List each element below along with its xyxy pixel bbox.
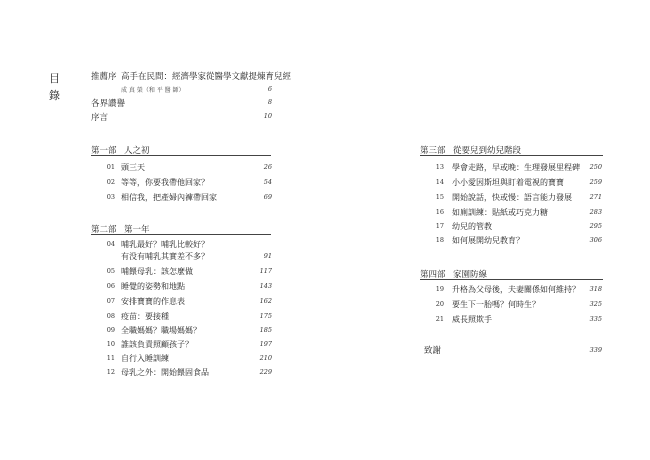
part-title: 家園防線: [453, 270, 488, 280]
part-rule: [420, 279, 603, 280]
chapter-title: 誰該負責照顧孩子？: [121, 340, 193, 349]
page-number: 91: [263, 252, 272, 260]
chapter-title: 開始說話，快或慢：語言能力發展: [452, 193, 572, 202]
chapter-title: 如廁訓練：貼紙或巧克力糖: [452, 208, 548, 217]
chapter-title: 哺乳最好？哺乳比較好？: [121, 240, 209, 249]
page-number: 306: [589, 236, 602, 244]
chapter-title: 頭三天: [121, 163, 145, 172]
page-number: 295: [589, 222, 602, 230]
page-number: 69: [263, 193, 272, 201]
page-number: 259: [589, 178, 602, 186]
chapter-number: 01: [106, 163, 115, 171]
chapter-title: 相信我，把產婦內褲帶回家: [121, 193, 217, 202]
chapter-number: 04: [106, 240, 115, 248]
chapter-number: 05: [106, 267, 115, 275]
page-number: 339: [589, 346, 602, 354]
page-number: 318: [589, 285, 602, 293]
page-number: 197: [259, 340, 272, 348]
page-number: 229: [259, 368, 272, 376]
chapter-number: 06: [106, 282, 115, 290]
page-number: 26: [263, 163, 272, 171]
chapter-title: 等等，你要我帶他回家？: [121, 178, 209, 187]
page-number: 10: [263, 112, 272, 120]
chapter-number: 03: [106, 193, 115, 201]
page-number: 143: [259, 282, 272, 290]
toc-title-char-2: 錄: [49, 89, 60, 102]
chapter-number: 18: [435, 236, 444, 244]
chapter-title: 安排寶寶的作息表: [121, 297, 185, 306]
page-number: 250: [589, 163, 602, 171]
page-number: 162: [259, 297, 272, 305]
chapter-title: 威長照欺手: [452, 315, 492, 324]
part-rule: [420, 155, 603, 156]
chapter-number: 17: [435, 222, 444, 230]
toc-title-char-1: 目: [49, 72, 60, 85]
chapter-title: 自行入睡訓練: [121, 354, 169, 363]
chapter-number: 21: [435, 315, 444, 323]
front-item-title: 各界讚譽: [91, 99, 126, 109]
part-label: 第四部: [420, 270, 446, 280]
chapter-title: 幼兒的管教: [452, 222, 492, 231]
page-number: 8: [267, 98, 272, 106]
chapter-number: 12: [106, 368, 115, 376]
chapter-title: 哺餵母乳：該怎麼做: [121, 267, 193, 276]
chapter-number: 19: [435, 285, 444, 293]
chapter-title: 小小愛因斯坦與盯着電視的寶寶: [452, 178, 564, 187]
part-rule: [91, 234, 271, 235]
back-matter-title: 致謝: [424, 346, 442, 356]
preface-author: 成 真 榮（和 平 醫 師）: [121, 87, 185, 94]
chapter-title: 全職媽媽？職場媽媽？: [121, 326, 201, 335]
part-label: 第二部: [91, 225, 117, 235]
chapter-number: 09: [106, 326, 115, 334]
part-rule: [91, 155, 271, 156]
page-number: 271: [589, 193, 602, 201]
chapter-number: 20: [435, 300, 444, 308]
chapter-title: 要生下一胎嗎？何時生？: [452, 300, 540, 309]
page-number: 54: [263, 178, 272, 186]
chapter-title: 升格為父母後，夫妻關係如何維持？: [452, 285, 580, 294]
page-number: 335: [589, 315, 602, 323]
preface-label: 推薦序: [91, 72, 117, 82]
chapter-title-line-2: 有没有哺乳其實差不多？: [121, 252, 209, 261]
chapter-number: 14: [435, 178, 444, 186]
page-number: 185: [259, 326, 272, 334]
chapter-number: 08: [106, 312, 115, 320]
chapter-number: 13: [435, 163, 444, 171]
chapter-title: 疫苗：要接種: [121, 312, 169, 321]
chapter-number: 10: [106, 340, 115, 348]
chapter-number: 02: [106, 178, 115, 186]
preface-title: 高手在民間：經濟學家從醫學文獻提煉育兒經: [121, 72, 292, 82]
chapter-title: 學會走路，早或晚：生理發展里程碑: [452, 163, 580, 172]
front-item-title: 序言: [91, 113, 109, 123]
chapter-number: 15: [435, 193, 444, 201]
page-number: 117: [259, 267, 272, 275]
page-number: 283: [589, 208, 602, 216]
chapter-title: 睡覺的姿勢和地點: [121, 282, 185, 291]
page-number: 210: [259, 354, 272, 362]
part-title: 第一年: [124, 225, 150, 235]
chapter-number: 07: [106, 297, 115, 305]
part-title: 人之初: [124, 146, 150, 156]
page-number: 175: [259, 312, 272, 320]
page-number: 6: [267, 85, 272, 93]
chapter-title: 母乳之外：開始餵固食品: [121, 368, 209, 377]
part-title: 從要兒到幼兒階段: [453, 146, 522, 156]
page-number: 325: [589, 300, 602, 308]
part-label: 第一部: [91, 146, 117, 156]
chapter-number: 16: [435, 208, 444, 216]
chapter-number: 11: [106, 354, 115, 362]
part-label: 第三部: [420, 146, 446, 156]
chapter-title: 如何展開幼兒教育？: [452, 236, 524, 245]
